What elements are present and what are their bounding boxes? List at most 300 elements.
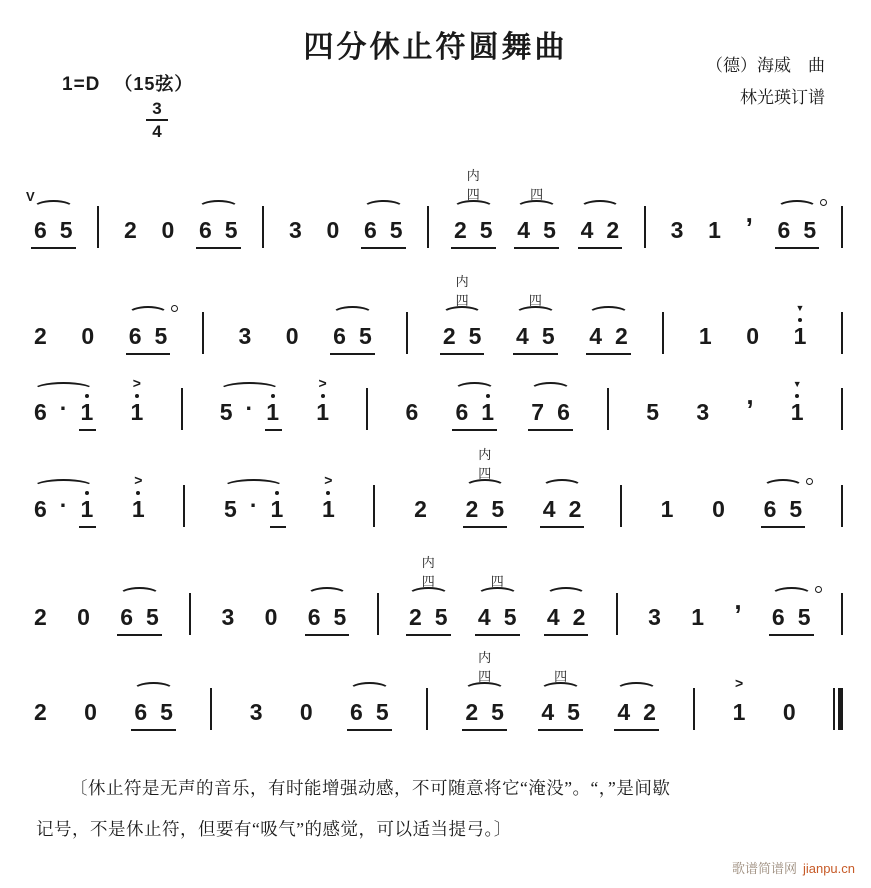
note-digit: 6 <box>120 604 134 630</box>
octave-dot <box>798 318 802 322</box>
note-group <box>543 498 582 521</box>
note-row <box>691 606 704 629</box>
note <box>478 606 491 629</box>
notation-line <box>34 555 843 630</box>
note <box>409 606 422 629</box>
note-digit: 5 <box>503 604 517 630</box>
note-digit: 2 <box>606 217 620 243</box>
slur-arc <box>454 382 495 398</box>
note-digit: 6 <box>199 217 212 243</box>
note <box>84 701 97 724</box>
note <box>300 701 313 724</box>
annotation-char: 四 <box>528 293 542 308</box>
note <box>222 606 235 629</box>
slur-arc <box>33 479 94 495</box>
note-row <box>333 325 372 348</box>
note-row <box>364 219 403 242</box>
note <box>160 701 173 724</box>
note-group <box>696 401 709 424</box>
note-group <box>120 606 159 629</box>
string-finger-annotation <box>491 575 504 588</box>
note-row <box>699 325 712 348</box>
eighth-note-beam <box>126 353 171 355</box>
barline <box>841 593 843 635</box>
note-group <box>455 401 494 424</box>
note-group <box>300 701 313 724</box>
slur-arc <box>223 479 284 495</box>
note-group <box>661 498 674 521</box>
note-row <box>764 498 803 521</box>
eighth-note-beam <box>514 247 559 249</box>
note-row <box>77 606 90 629</box>
note-group <box>477 574 517 630</box>
note <box>124 219 137 242</box>
note-digit: 3 <box>696 399 710 425</box>
note-digit: 2 <box>568 496 582 522</box>
note <box>289 219 302 242</box>
note <box>708 219 721 242</box>
note <box>465 701 478 724</box>
note-group <box>414 498 427 521</box>
eighth-note-beam <box>31 247 76 249</box>
note-group <box>34 325 47 348</box>
note-row <box>34 219 73 242</box>
note-digit: 3 <box>249 699 263 725</box>
note-row <box>34 606 47 629</box>
eighth-note-beam <box>361 247 406 249</box>
barline <box>662 312 664 354</box>
note <box>308 606 321 629</box>
note <box>569 498 582 521</box>
note-row <box>286 325 299 348</box>
note-digit: 4 <box>617 699 631 725</box>
note-group <box>790 379 804 425</box>
note-digit: · <box>59 492 68 518</box>
note <box>699 325 712 348</box>
note <box>271 498 284 521</box>
eighth-note-beam <box>540 526 585 528</box>
slur-arc <box>408 587 449 603</box>
note-group <box>130 375 144 425</box>
string-finger-annotation <box>530 188 543 201</box>
note-row <box>671 219 684 242</box>
note-digit: 6 <box>350 699 363 725</box>
note-group <box>454 168 493 243</box>
barline <box>841 206 843 248</box>
note-row <box>120 606 159 629</box>
note-row <box>308 606 347 629</box>
annotation-char: 内 <box>466 168 480 183</box>
note <box>321 472 335 522</box>
eighth-note-beam <box>452 429 497 431</box>
note-row <box>790 379 804 425</box>
note-row <box>129 325 168 348</box>
note-row <box>581 219 620 242</box>
note-row <box>455 401 494 424</box>
note-row <box>409 606 448 629</box>
note <box>130 375 144 425</box>
note-group <box>778 219 817 242</box>
note <box>435 606 448 629</box>
note-digit: 4 <box>546 604 560 630</box>
note-digit: 6 <box>307 604 321 630</box>
note <box>543 498 556 521</box>
slur-arc <box>465 479 506 495</box>
note <box>238 325 251 348</box>
string-finger-annotation <box>467 169 480 201</box>
eighth-note-beam <box>347 729 392 731</box>
barline <box>620 485 622 527</box>
note-row <box>134 701 173 724</box>
note-digit: 4 <box>516 323 529 349</box>
note-digit: 5 <box>434 604 448 630</box>
note-row <box>34 492 94 522</box>
octave-dot <box>135 394 139 398</box>
note-digit: 5 <box>468 323 482 349</box>
note <box>504 606 517 629</box>
note-digit: · <box>245 395 254 421</box>
notation-line <box>34 274 843 349</box>
note-group <box>84 701 97 724</box>
note-digit: 6 <box>34 217 47 243</box>
note-row <box>547 606 586 629</box>
note-digit: 6 <box>34 399 47 425</box>
note <box>648 606 661 629</box>
note-row <box>531 401 570 424</box>
accent-mark: > <box>734 675 744 691</box>
note-digit: 2 <box>34 323 47 349</box>
eighth-note-beam <box>330 353 375 355</box>
note-digit: 5 <box>389 217 403 243</box>
note-group <box>131 472 145 522</box>
string-finger-annotation <box>478 448 491 480</box>
note <box>364 219 377 242</box>
note <box>480 219 493 242</box>
note <box>516 325 529 348</box>
note-digit: 5 <box>803 217 817 243</box>
note-row <box>219 395 279 425</box>
note-digit: 0 <box>285 323 299 349</box>
note-digit: 5 <box>224 217 238 243</box>
note-row <box>661 498 674 521</box>
note <box>316 375 329 425</box>
slur-arc <box>33 200 74 216</box>
note-digit: 3 <box>221 604 235 630</box>
note-group <box>617 701 656 724</box>
slur-arc <box>128 306 169 322</box>
note-digit: 2 <box>643 699 656 725</box>
final-thin-line <box>833 688 835 730</box>
note-digit: 3 <box>648 604 661 630</box>
note-digit: 5 <box>646 399 660 425</box>
note-digit: 5 <box>160 699 173 725</box>
downbow-accent-icon: ▼ <box>795 303 805 313</box>
note <box>220 401 233 424</box>
slur-arc <box>33 382 94 398</box>
note-group <box>516 293 555 349</box>
note-group <box>746 325 759 348</box>
note-group <box>129 325 168 348</box>
string-finger-annotation <box>478 651 491 683</box>
note-row <box>414 498 427 521</box>
note <box>80 498 93 521</box>
watermark-url-link[interactable]: jianpu.cn <box>802 861 855 876</box>
note <box>34 325 47 348</box>
note-row <box>238 325 251 348</box>
note-digit: 6 <box>134 699 148 725</box>
annotation-char: 四 <box>466 187 480 202</box>
annotation-char: 四 <box>490 574 504 589</box>
slur-arc <box>219 382 280 398</box>
slur-arc <box>363 200 404 216</box>
eighth-note-beam <box>544 634 589 636</box>
dot-separator <box>59 492 68 521</box>
note <box>199 219 212 242</box>
note-group <box>265 606 278 629</box>
octave-dot <box>326 491 330 495</box>
note-group <box>321 472 335 522</box>
note-group <box>34 492 94 522</box>
notation-line <box>34 368 843 424</box>
note <box>581 219 594 242</box>
note-group <box>224 492 284 522</box>
slur-arc <box>349 682 390 698</box>
note <box>131 472 145 522</box>
note-group <box>333 325 372 348</box>
note-group <box>316 375 329 425</box>
note-group <box>646 401 659 424</box>
barline <box>693 688 695 730</box>
note-digit: 2 <box>454 217 467 243</box>
note <box>481 401 494 424</box>
slur-arc <box>453 200 494 216</box>
string-spec: （15弦） <box>114 74 194 94</box>
note <box>732 675 746 725</box>
note-digit: 5 <box>567 699 580 725</box>
note-digit: 1 <box>790 399 804 425</box>
note-digit: 5 <box>224 496 237 522</box>
note-digit: 0 <box>326 217 340 243</box>
barline <box>97 206 99 248</box>
slur-arc <box>588 306 629 322</box>
note-digit: 2 <box>572 604 586 630</box>
note-digit: 6 <box>405 399 419 425</box>
note-digit: 0 <box>84 699 97 725</box>
accent-mark: > <box>318 375 327 391</box>
note <box>34 401 47 424</box>
note <box>671 219 684 242</box>
note-digit: 3 <box>238 323 252 349</box>
breath-comma-mark: , <box>745 198 753 228</box>
eighth-note-beam <box>769 634 814 636</box>
barline <box>210 688 212 730</box>
note-digit: 6 <box>771 604 785 630</box>
note <box>405 401 418 424</box>
upbow-mark: V <box>26 189 35 204</box>
note <box>129 325 142 348</box>
barline <box>616 593 618 635</box>
note-group <box>793 303 807 349</box>
annotation-char: 四 <box>478 466 492 481</box>
note <box>589 325 602 348</box>
note <box>491 498 504 521</box>
annotation-char: 四 <box>421 574 435 589</box>
barline <box>841 388 843 430</box>
note-digit: 5 <box>146 604 159 630</box>
note-row <box>648 606 661 629</box>
note-digit: 6 <box>364 217 377 243</box>
downbow-accent-icon: ▼ <box>792 379 802 389</box>
note <box>390 219 403 242</box>
slur-arc <box>516 200 557 216</box>
barline <box>189 593 191 635</box>
note-digit: 5 <box>59 217 73 243</box>
note <box>567 701 580 724</box>
slur-arc <box>477 587 518 603</box>
note <box>712 498 725 521</box>
note-row <box>543 498 582 521</box>
note <box>455 401 468 424</box>
note-digit: 3 <box>289 217 302 243</box>
note-digit: 1 <box>732 699 746 725</box>
note-digit: 5 <box>333 604 347 630</box>
footnote <box>36 768 841 850</box>
page-title: 四分休止符圆舞曲 <box>303 31 568 64</box>
note-row <box>793 303 807 349</box>
circle-mark <box>820 199 827 206</box>
note-row <box>465 701 504 724</box>
slur-arc <box>542 479 583 495</box>
note <box>359 325 372 348</box>
slur-arc <box>771 587 812 603</box>
note-row <box>34 325 47 348</box>
note-digit: · <box>249 492 258 518</box>
note <box>573 606 586 629</box>
note <box>334 606 347 629</box>
note-group <box>732 675 746 725</box>
note <box>517 219 530 242</box>
note <box>162 219 175 242</box>
note <box>764 498 777 521</box>
eighth-note-beam <box>196 247 241 249</box>
barline <box>183 485 185 527</box>
note-digit: 1 <box>698 323 712 349</box>
note-group <box>517 187 556 243</box>
note <box>557 401 570 424</box>
note-row <box>265 606 278 629</box>
note <box>224 498 237 521</box>
note-digit: 1 <box>270 496 284 522</box>
note-digit: 4 <box>477 604 491 630</box>
note-digit: 1 <box>691 604 705 630</box>
footnote-line-1: 〔休止符是无声的音乐，有时能增强动感，不可随意将它“淹没”。“，”是间歇 <box>70 778 671 798</box>
note-digit: 1 <box>316 399 329 425</box>
note-digit: 6 <box>763 496 777 522</box>
note-row <box>316 375 329 425</box>
watermark-site-name: 歌谱简谱网 <box>731 861 797 876</box>
annotation-char: 四 <box>530 187 544 202</box>
note <box>34 219 47 242</box>
note-row <box>772 606 811 629</box>
note <box>646 401 659 424</box>
slur-arc <box>777 200 818 216</box>
note-group <box>289 219 302 242</box>
note-group <box>134 701 173 724</box>
note-group <box>26 189 73 243</box>
note-row <box>589 325 628 348</box>
note-group <box>219 395 279 425</box>
note-row <box>222 606 235 629</box>
eighth-note-beam <box>614 729 659 731</box>
notation-line <box>34 447 843 522</box>
circle-mark <box>171 305 178 312</box>
eighth-note-beam <box>463 526 508 528</box>
note-row <box>454 219 493 242</box>
note-group <box>712 498 725 521</box>
note <box>225 219 238 242</box>
eighth-note-beam <box>475 634 520 636</box>
note <box>81 325 94 348</box>
annotation-char: 四 <box>455 293 469 308</box>
note-row <box>712 498 725 521</box>
note-digit: 0 <box>712 496 725 522</box>
time-signature-numerator: 3 <box>146 100 168 121</box>
note <box>542 325 555 348</box>
note <box>120 606 133 629</box>
octave-dot <box>321 394 325 398</box>
note-digit: 5 <box>479 217 493 243</box>
annotation-char: 四 <box>554 669 568 684</box>
barline <box>181 388 183 430</box>
eighth-note-beam <box>578 247 623 249</box>
note-row <box>617 701 656 724</box>
eighth-note-beam <box>586 353 631 355</box>
note-row <box>300 701 313 724</box>
note <box>531 401 544 424</box>
slur-arc <box>119 587 160 603</box>
eighth-note-beam <box>305 634 350 636</box>
slur-arc <box>442 306 483 322</box>
note-row <box>517 219 556 242</box>
note <box>60 219 73 242</box>
note-group <box>708 219 721 242</box>
eighth-note-beam <box>131 729 176 731</box>
accent-mark: > <box>132 375 141 391</box>
note-digit: 6 <box>128 323 142 349</box>
time-signature-denominator: 4 <box>152 122 162 141</box>
note-digit: 4 <box>589 323 602 349</box>
footnote-line-2: 记号，不是休止符，但要有“吸气”的感觉，可以适当提弓。〕 <box>36 819 512 840</box>
note-digit: 0 <box>782 699 796 725</box>
eighth-note-beam <box>538 729 583 731</box>
note <box>466 498 479 521</box>
barline <box>841 312 843 354</box>
note-digit: 5 <box>375 699 389 725</box>
barline <box>373 485 375 527</box>
note <box>376 701 389 724</box>
note <box>286 325 299 348</box>
note <box>266 401 279 424</box>
circle-mark <box>815 586 822 593</box>
composer-credit: （德）海威 曲 <box>706 56 825 75</box>
note-row <box>162 219 175 242</box>
notation-line <box>26 168 843 243</box>
note <box>333 325 346 348</box>
note <box>327 219 340 242</box>
note <box>696 401 709 424</box>
note <box>469 325 482 348</box>
note <box>443 325 456 348</box>
